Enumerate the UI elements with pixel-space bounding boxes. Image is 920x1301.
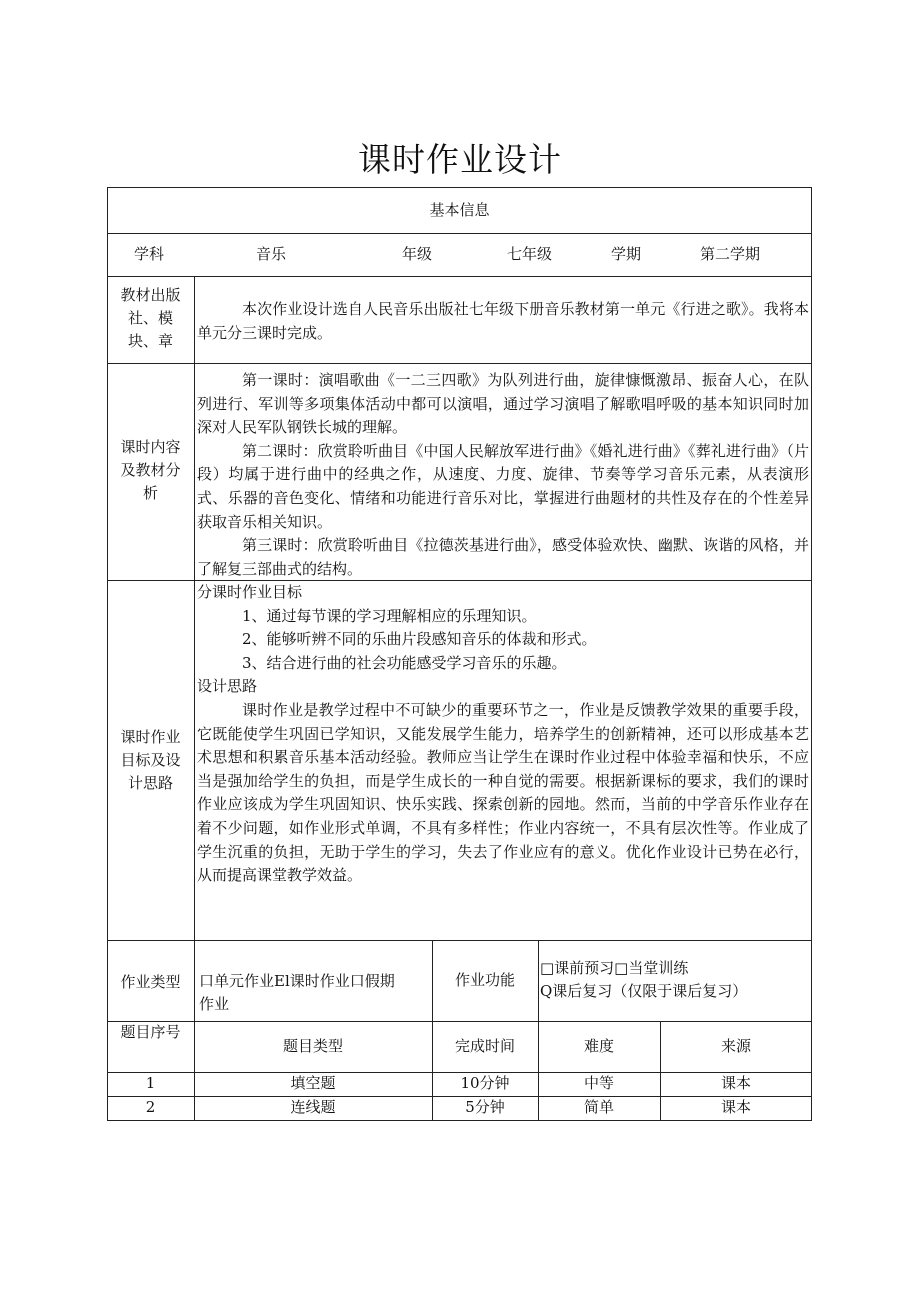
col-divider <box>194 276 195 940</box>
basic-info-heading: 基本信息 <box>429 201 490 219</box>
header-difficulty: 难度 <box>583 1037 614 1055</box>
row-divider <box>107 276 812 277</box>
term-value: 第二学期 <box>700 245 761 263</box>
idea-paragraph: 课时作业是教学过程中不可缺少的重要环节之一，作业是反馈教学效果的重要手段，它既能使学生巩固已学知识，又能发展学生能力，培养学生的创新精神，还可以形成基本艺术思想和积累音乐基本活动经验。教师应当让学生在课时作业过程中体验幸福和快乐，不应当是强加给学生的负担，而是学生成长的一种自觉的需要。根据新课标的要求，我们的课时作业应该成为学生巩固知识、快乐实践、探索创新的园地。然而，当前的中学音乐作业存在着不少问题，如作业形式单调，不具有多样性；作业内容统一，不具有层次性等。作业成了学生沉重的负担，无助于学生的学习，失去了作业应有的意义。优化作业设计已势在必行，从而提高课堂教学效益。 <box>197 700 809 885</box>
table-cell: 连线题 <box>290 1098 336 1116</box>
table-cell: 简单 <box>583 1098 614 1116</box>
goal-item: 1、通过每节课的学习理解相应的乐理知识。 <box>242 606 537 625</box>
table-cell: 2 <box>145 1098 156 1116</box>
header-time: 完成时间 <box>454 1037 515 1055</box>
content-text <box>197 369 809 581</box>
lesson-3-paragraph: 第三课时：欣赏聆听曲目《拉德茨基进行曲》，感受体验欢快、幽默、诙谐的风格，并了解复三部曲式的结构。 <box>197 536 809 578</box>
table-cell: 1 <box>145 1074 156 1092</box>
idea-heading: 设计思路 <box>197 677 258 696</box>
goals-label: 课时作业 目标及设 计思路 <box>120 728 181 792</box>
subject-label: 学科 <box>134 245 165 263</box>
header-number: 题目序号 <box>120 1023 181 1041</box>
header-source: 来源 <box>720 1037 751 1055</box>
homework-type-options: 口单元作业El课时作业口假期 作业 <box>199 972 395 1013</box>
function-label: 作业功能 <box>454 971 515 989</box>
grade-value: 七年级 <box>507 245 553 263</box>
table-cell: 课本 <box>720 1098 751 1116</box>
table-cell: 课本 <box>720 1074 751 1092</box>
header-type: 题目类型 <box>282 1037 343 1055</box>
row-divider <box>107 940 812 941</box>
grade-label: 年级 <box>402 245 433 263</box>
goal-heading: 分课时作业目标 <box>197 583 303 601</box>
lesson-1-paragraph: 第一课时：演唱歌曲《一二三四歌》为队列进行曲，旋律慷慨激昂、振奋人心，在队列进行、军训等多项集体活动中都可以演唱，通过学习演唱了解歌唱呼吸的基本知识同时加深对人民军队钢铁长城的理解。 <box>197 371 809 437</box>
publisher-text: 本次作业设计选自人民音乐出版社七年级下册音乐教材第一单元《行进之歌》。我将本单元分三课时完成。 <box>197 300 809 342</box>
function-options: □课前预习□当堂训练 Q课后复习（仅限于课后复习） <box>540 959 748 1000</box>
table-cell: 中等 <box>583 1074 614 1092</box>
page-title: 课时作业设计 <box>358 140 562 179</box>
term-label: 学期 <box>611 245 642 263</box>
goal-item: 3、结合进行曲的社会功能感受学习音乐的乐趣。 <box>242 653 567 672</box>
content-label: 课时内容 及教材分 析 <box>120 438 181 502</box>
goal-item: 2、能够听辨不同的乐曲片段感知音乐的体裁和形式。 <box>242 630 597 649</box>
publisher-label: 教材出版 社、模 块、章 <box>120 286 181 350</box>
row-divider <box>107 1021 812 1022</box>
subject-value: 音乐 <box>256 245 287 263</box>
homework-type-label: 作业类型 <box>120 973 181 991</box>
lesson-2-paragraph: 第二课时：欣赏聆听曲目《中国人民解放军进行曲》《婚礼进行曲》《葬礼进行曲》（片段）均属于进行曲中的经典之作，从速度、力度、旋律、节奏等学习音乐元素，从表演形式、乐器的音色变化、情绪和功能进行音乐对比，掌握进行曲题材的共性及存在的个性差异获取音乐相关知识。 <box>197 441 809 531</box>
row-divider <box>107 363 812 364</box>
row-divider <box>107 233 812 234</box>
table-cell: 5分钟 <box>465 1098 505 1116</box>
goals-text <box>197 581 809 888</box>
table-cell: 填空题 <box>290 1074 336 1092</box>
table-cell: 10分钟 <box>460 1074 510 1092</box>
